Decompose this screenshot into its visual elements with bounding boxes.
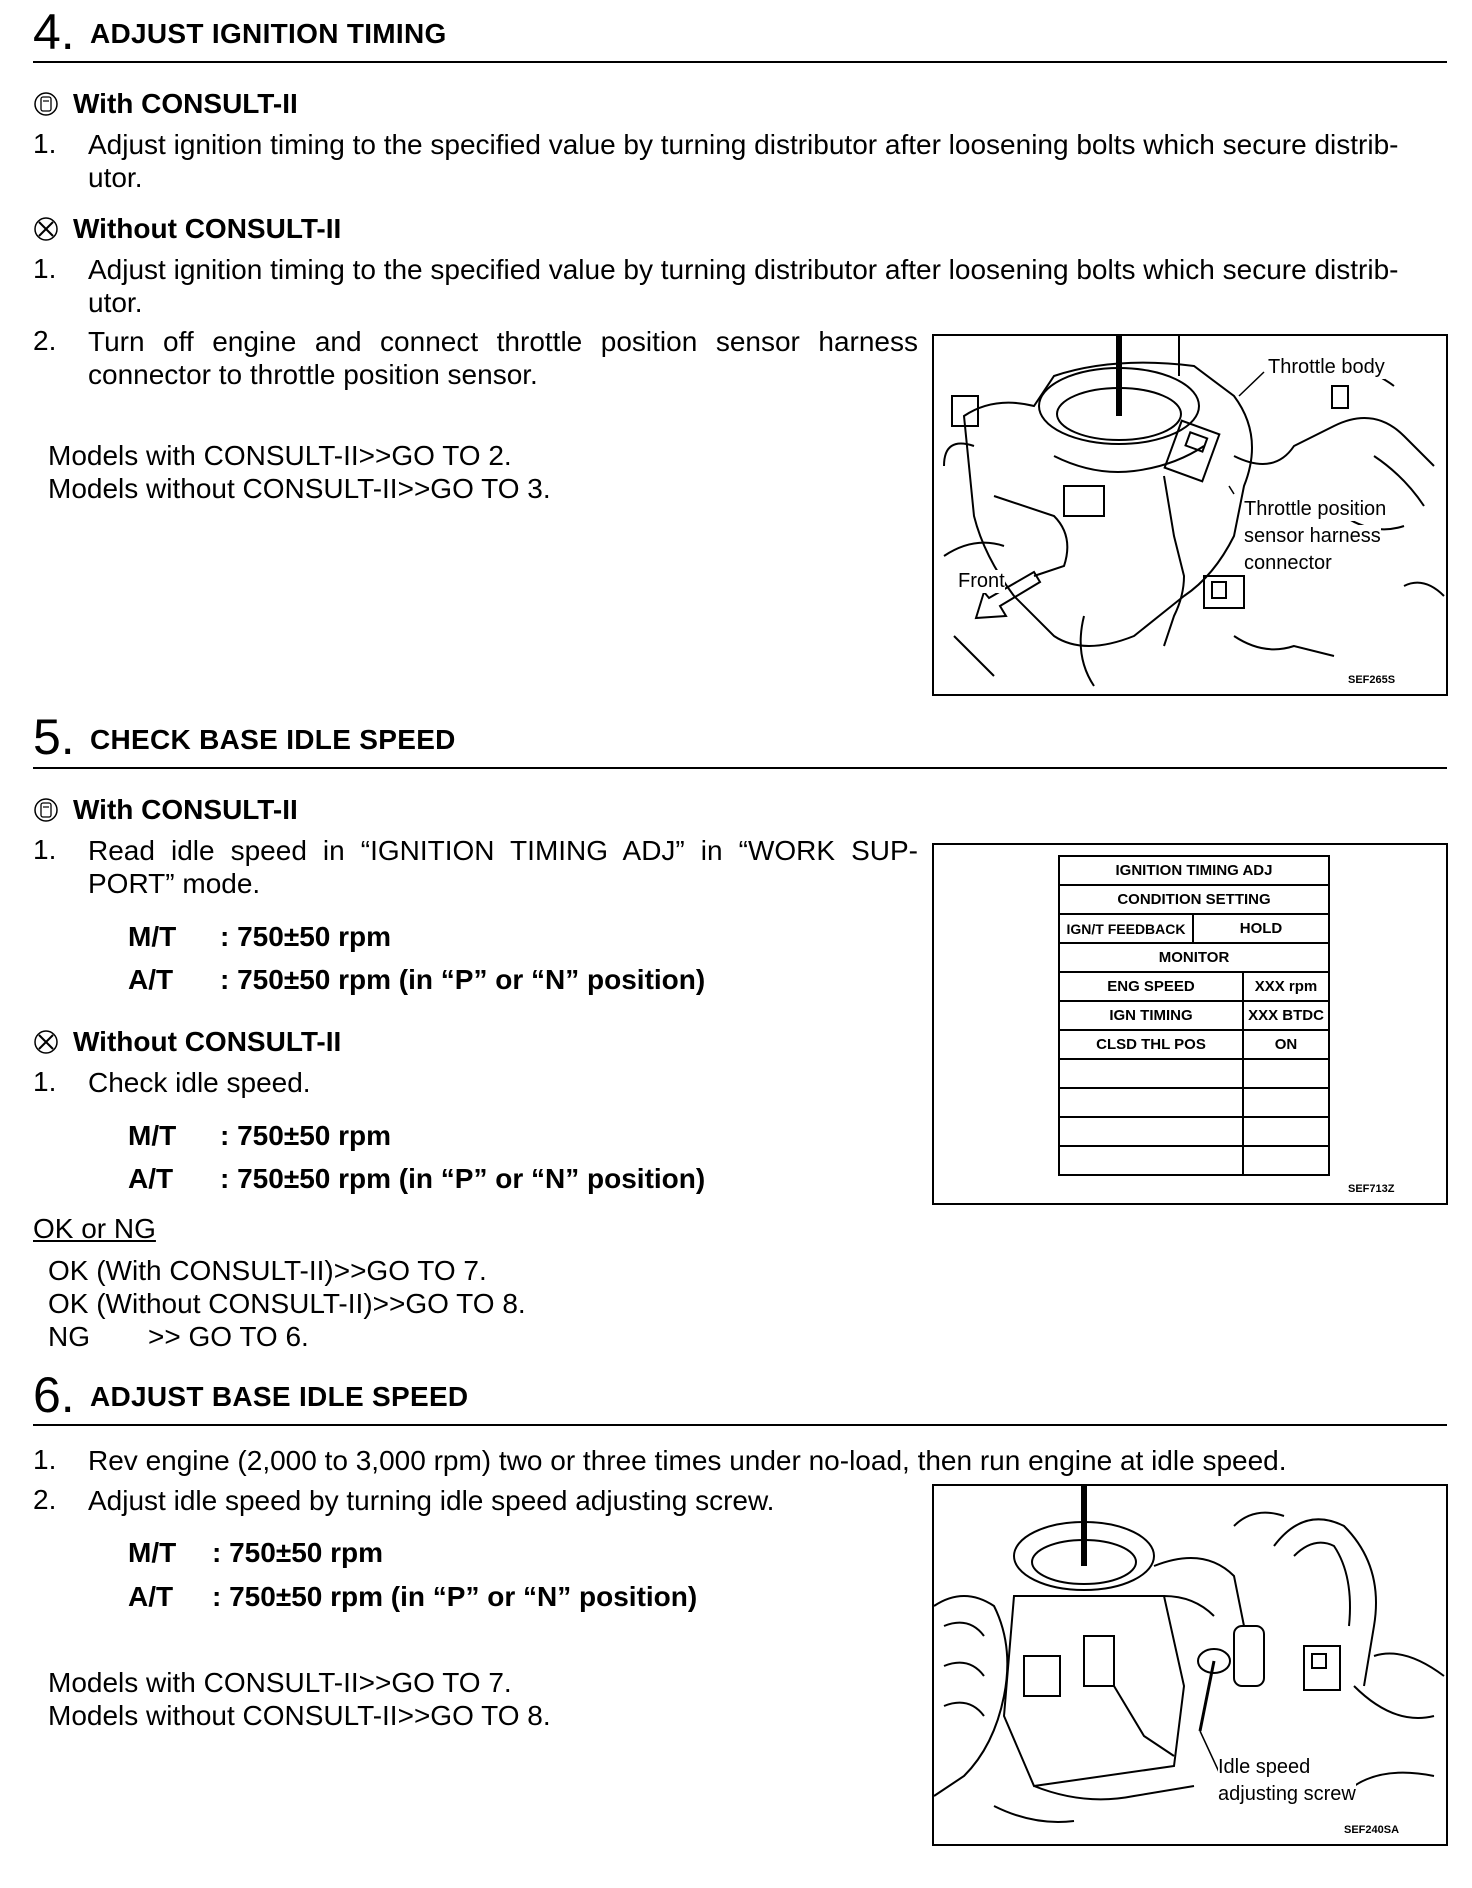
s5-with-step1-line1: Read idle speed in “IGNITION TIMING ADJ” in “WORK SUP- [88,835,918,866]
s6-goto [48,1666,551,1732]
s5-with-at-value: : 750±50 rpm (in “P” or “N” position) [220,964,706,995]
s5-without-step1-number: 1. [33,1066,57,1097]
s5-with-at-label: A/T [128,964,174,995]
screen-feedback-row [1059,914,1329,943]
screen-row-label: CLSD THL POS [1059,1030,1243,1059]
s5-with-mt-value: : 750±50 rpm [220,921,392,952]
s4-without-heading [33,213,341,245]
s6-step1-number: 1. [33,1444,57,1475]
s6-at-value: : 750±50 rpm (in “P” or “N” position) [212,1581,698,1612]
screen-empty-cell [1059,1088,1243,1117]
screen-condition-setting: CONDITION SETTING [1059,885,1329,914]
figure-ref-sef713z: SEF713Z [1348,1183,1395,1195]
s4-step2-line2: connector to throttle position sensor. [88,359,538,390]
s6-goto-without: Models without CONSULT-II>>GO TO 8. [48,1700,551,1731]
s6-step2-number: 2. [33,1484,57,1515]
s5-without-spec-at [128,1163,705,1195]
screen-row-label: ENG SPEED [1059,972,1243,1001]
s5-without-step1: Check idle speed. [88,1067,311,1098]
consult-screen-figure [932,843,1448,1205]
s5-without-at-value: : 750±50 rpm (in “P” or “N” position) [220,1163,706,1194]
section-5-rule [33,767,1447,769]
screen-empty-cell [1243,1059,1329,1088]
s4-without-step1-line2: utor. [88,287,143,318]
screen-row-value: XXX BTDC [1243,1001,1329,1030]
figure-ref-sef240sa: SEF240SA [1344,1824,1400,1836]
s5-without-spec-mt [128,1120,391,1152]
s6-goto-with: Models with CONSULT-II>>GO TO 7. [48,1667,512,1698]
s4-goto-without: Models without CONSULT-II>>GO TO 3. [48,473,551,504]
s4-step2-line1: Turn off engine and connect throttle position sensor harness [88,326,918,357]
section-5-number: 5. [33,709,75,765]
s5-result-ok-with: OK (With CONSULT-II)>>GO TO 7. [48,1255,487,1286]
s4-with-step1-line2: utor. [88,162,143,193]
s6-mt-label: M/T [128,1537,177,1568]
section-4-title: ADJUST IGNITION TIMING [90,18,447,49]
s5-result-ng [48,1320,526,1353]
s4-with-heading-text: With CONSULT-II [73,88,298,119]
s6-spec-at [128,1581,697,1613]
s5-without-mt-value: : 750±50 rpm [220,1120,392,1151]
s6-step2: Adjust idle speed by turning idle speed adjusting screw. [88,1485,775,1516]
s5-without-at-label: A/T [128,1163,174,1194]
section-6-rule [33,1424,1447,1426]
s5-with-heading-text: With CONSULT-II [73,794,298,825]
idle-screw-illustration [934,1486,1446,1844]
s4-with-step1-line1: Adjust ignition timing to the specified value by turning distributor after loosening bolts which secure distrib- [88,129,1399,160]
s6-at-label: A/T [128,1581,174,1612]
label-idle-speed: Idle speed [1218,1756,1311,1778]
s5-results [48,1254,526,1353]
s5-result-ok-without: OK (Without CONSULT-II)>>GO TO 8. [48,1288,526,1319]
s4-without-heading-text: Without CONSULT-II [73,213,342,244]
idle-screw-figure [932,1484,1448,1846]
section-4-number: 4. [33,4,75,60]
section-6-number: 6. [33,1367,75,1423]
s5-with-step1 [88,834,918,900]
screen-empty-cell [1059,1117,1243,1146]
s5-ok-ng-heading: OK or NG [33,1213,156,1244]
screen-row-label: IGN TIMING [1059,1001,1243,1030]
no-consult-icon [33,1029,59,1055]
s4-step2-number: 2. [33,325,57,356]
consult-screen-table [1058,855,1330,1176]
screen-empty-cell [1059,1146,1243,1175]
s5-result-ng-goto: >> GO TO 6. [148,1321,309,1352]
screen-empty-cell [1243,1117,1329,1146]
s5-without-mt-label: M/T [128,1120,177,1151]
s4-with-step1-number: 1. [33,128,57,159]
s5-with-heading [33,794,298,826]
no-consult-icon [33,216,59,242]
s5-without-heading [33,1026,341,1058]
s6-spec-mt [128,1537,383,1569]
consult-icon [33,797,59,823]
screen-feedback-value: HOLD [1239,920,1283,937]
section-4-rule [33,61,1447,63]
s5-with-step1-number: 1. [33,834,57,865]
label-adjusting-screw: adjusting screw [1218,1783,1356,1805]
throttle-body-figure [932,334,1448,696]
s4-without-step1-line1: Adjust ignition timing to the specified value by turning distributor after loosening bolts which secure distrib- [88,254,1399,285]
s5-result-ng-label: NG [48,1321,90,1352]
consult-icon [33,91,59,117]
section-6-title: ADJUST BASE IDLE SPEED [90,1381,469,1412]
s6-step1: Rev engine (2,000 to 3,000 rpm) two or three times under no-load, then run engine at idle speed. [88,1445,1287,1476]
s4-without-step1 [88,253,1448,319]
screen-empty-cell [1059,1059,1243,1088]
s5-with-step1-line2: PORT” mode. [88,868,261,899]
s4-goto-with: Models with CONSULT-II>>GO TO 2. [48,440,512,471]
s5-with-spec-at [128,964,705,996]
s4-step2 [88,325,918,391]
s4-with-step1 [88,128,1448,194]
screen-feedback-label: IGN/T FEEDBACK [1060,915,1193,942]
s4-without-step1-number: 1. [33,253,57,284]
screen-empty-cell [1243,1146,1329,1175]
section-5-title: CHECK BASE IDLE SPEED [90,724,456,755]
label-tps-line2: sensor harness [1244,525,1381,547]
screen-row-value: ON [1243,1030,1329,1059]
label-tps-line1: Throttle position [1244,498,1387,520]
screen-empty-cell [1243,1088,1329,1117]
s4-goto [48,439,551,505]
screen-monitor: MONITOR [1059,943,1329,972]
label-throttle-body: Throttle body [1268,356,1385,378]
s5-without-heading-text: Without CONSULT-II [73,1026,342,1057]
screen-row-value: XXX rpm [1243,972,1329,1001]
label-tps-line3: connector [1244,552,1332,574]
s6-mt-value: : 750±50 rpm [212,1537,384,1568]
s5-with-mt-label: M/T [128,921,177,952]
screen-title: IGNITION TIMING ADJ [1059,856,1329,885]
label-front: Front [958,570,1005,592]
s5-with-spec-mt [128,921,391,953]
figure-ref-sef265s: SEF265S [1348,674,1396,686]
s4-with-heading [33,88,298,120]
